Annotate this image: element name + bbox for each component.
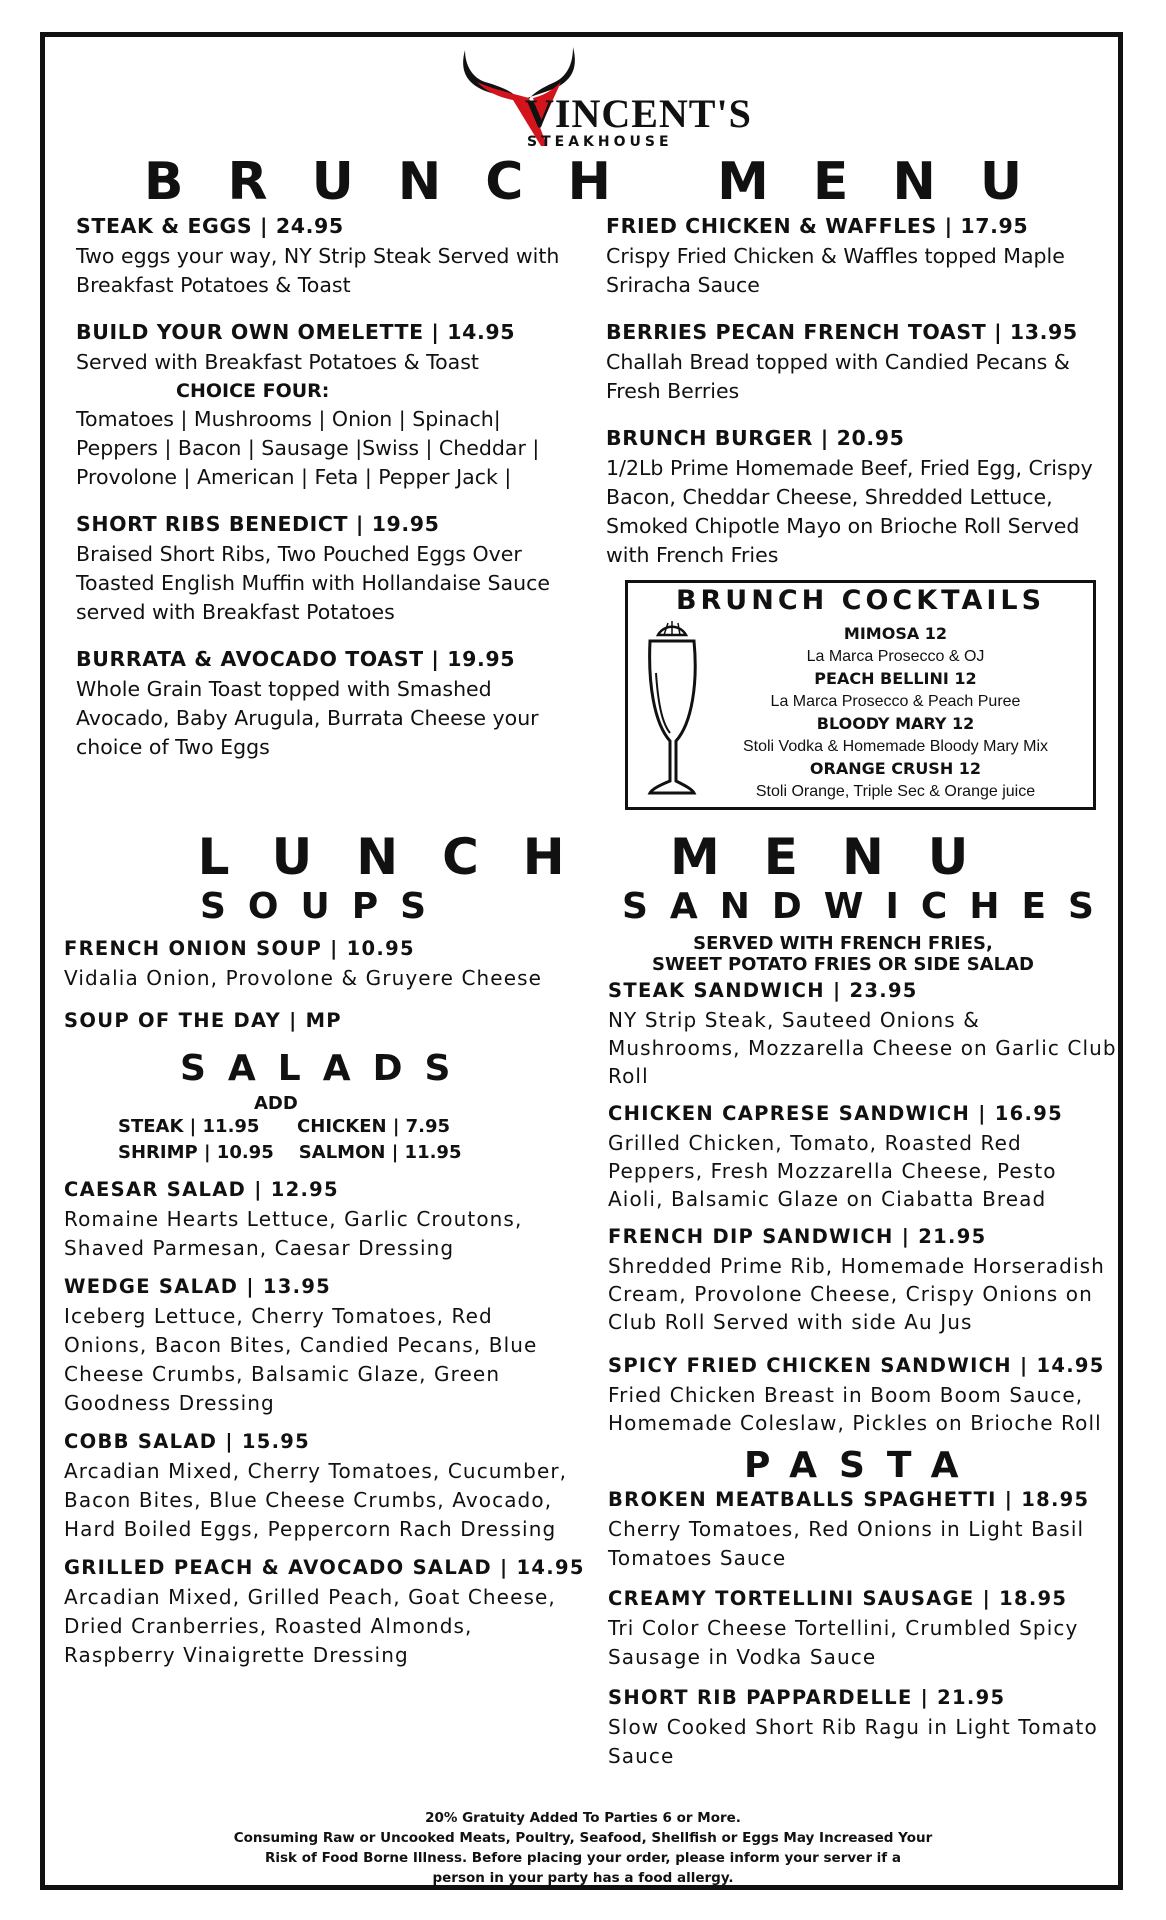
cocktail-name: ORANGE CRUSH 12	[809, 759, 982, 778]
menu-item	[76, 512, 566, 627]
menu-item	[64, 1556, 585, 1670]
allergy-warning: Consuming Raw or Uncooked Meats, Poultry, Seafood, Shellfish or Eggs May Increased Your	[233, 1830, 933, 1846]
choice-list: Tomatoes | Mushrooms | Onion | Spinach| Peppers | Bacon | Sausage |Swiss | Cheddar | Provolone | American | Feta | Pepper Jack |	[76, 407, 540, 489]
cocktail-name: PEACH BELLINI 12	[814, 669, 977, 688]
menu-item	[64, 1430, 574, 1544]
menu-item	[608, 1488, 1118, 1573]
brunch-menu-title: BRUNCH MENU	[143, 152, 1067, 212]
sandwiches-heading: SANDWICHES	[622, 886, 1116, 927]
menu-item	[64, 1009, 574, 1032]
item-name: GRILLED PEACH & AVOCADO SALAD | 14.95	[64, 1556, 585, 1579]
cocktail-list	[698, 623, 1093, 803]
menu-item	[608, 1587, 1118, 1672]
item-description: Whole Grain Toast topped with Smashed Avocado, Baby Arugula, Burrata Cheese your choice of Two Eggs	[76, 677, 539, 759]
item-name: BURRATA & AVOCADO TOAST | 19.95	[76, 647, 516, 671]
menu-item	[64, 937, 574, 993]
allergy-warning: Risk of Food Borne Illness. Before placing your order, please inform your server if a	[265, 1850, 901, 1866]
cocktail-name: MIMOSA 12	[843, 624, 948, 643]
lunch-right-column	[608, 886, 1118, 1791]
sandwich-note: SERVED WITH FRENCH FRIES,	[693, 933, 993, 954]
lunch-left-column	[64, 886, 585, 1690]
menu-item	[606, 214, 1106, 300]
item-name: BROKEN MEATBALLS SPAGHETTI | 18.95	[608, 1488, 1090, 1511]
item-description: Iceberg Lettuce, Cherry Tomatoes, Red Onions, Bacon Bites, Candied Pecans, Blue Cheese Crumbs, Balsamic Glaze, Green Goodness Dressing	[64, 1304, 538, 1415]
item-name: SHORT RIB PAPPARDELLE | 21.95	[608, 1686, 1006, 1709]
soups-heading: SOUPS	[200, 886, 449, 927]
vincents-logo	[455, 42, 752, 152]
item-name: SOUP OF THE DAY | MP	[64, 1009, 342, 1032]
menu-item	[608, 1354, 1118, 1437]
item-description: Shredded Prime Rib, Homemade Horseradish Cream, Provolone Cheese, Crispy Onions on Club Roll Served with side Au Jus	[608, 1254, 1105, 1334]
menu-item	[64, 1178, 574, 1263]
menu-item	[608, 979, 1118, 1090]
item-name: BERRIES PECAN FRENCH TOAST | 13.95	[606, 320, 1078, 344]
item-name: FRENCH DIP SANDWICH | 21.95	[608, 1225, 987, 1248]
item-description: Arcadian Mixed, Cherry Tomatoes, Cucumber, Bacon Bites, Blue Cheese Crumbs, Avocado, Hard Boiled Eggs, Peppercorn Rach Dressing	[64, 1459, 568, 1541]
item-description: Arcadian Mixed, Grilled Peach, Goat Cheese, Dried Cranberries, Roasted Almonds, Raspberry Vinaigrette Dressing	[64, 1585, 556, 1667]
menu-item	[76, 647, 566, 762]
salads-heading: SALADS	[180, 1048, 473, 1089]
item-description: Cherry Tomatoes, Red Onions in Light Basil Tomatoes Sauce	[608, 1517, 1085, 1570]
brunch-left-column	[76, 214, 566, 782]
item-description: Fried Chicken Breast in Boom Boom Sauce, Homemade Coleslaw, Pickles on Brioche Roll	[608, 1383, 1102, 1435]
item-description: Braised Short Ribs, Two Pouched Eggs Over Toasted English Muffin with Hollandaise Sauce served with Breakfast Potatoes	[76, 542, 550, 624]
sandwich-note: SWEET POTATO FRIES OR SIDE SALAD	[652, 954, 1034, 975]
item-name: SHORT RIBS BENEDICT | 19.95	[76, 512, 440, 536]
item-description: 1/2Lb Prime Homemade Beef, Fried Egg, Crispy Bacon, Cheddar Cheese, Shredded Lettuce, Smoked Chipotle Mayo on Brioche Roll Served with French Fries	[606, 456, 1093, 567]
cocktail-description: Stoli Orange, Triple Sec & Orange juice	[755, 783, 1036, 800]
item-name: FRIED CHICKEN & WAFFLES | 17.95	[606, 214, 1029, 238]
menu-item	[76, 320, 566, 492]
item-name: STEAK & EGGS | 24.95	[76, 214, 344, 238]
cocktail-description: Stoli Vodka & Homemade Bloody Mary Mix	[742, 738, 1048, 755]
gratuity-note: 20% Gratuity Added To Parties 6 or More.	[425, 1810, 741, 1826]
item-description: Grilled Chicken, Tomato, Roasted Red Peppers, Fresh Mozzarella Cheese, Pesto Aioli, Balsamic Glaze on Ciabatta Bread	[608, 1131, 1057, 1211]
item-name: FRENCH ONION SOUP | 10.95	[64, 937, 415, 960]
menu-item	[64, 1275, 574, 1418]
salad-add-row: SHRIMP | 10.95 SALMON | 11.95	[118, 1142, 462, 1163]
item-description: Vidalia Onion, Provolone & Gruyere Cheese	[64, 966, 543, 990]
item-name: WEDGE SALAD | 13.95	[64, 1275, 332, 1298]
logo-name: VINCENT'S	[525, 91, 752, 136]
item-description: Crispy Fried Chicken & Waffles topped Maple Sriracha Sauce	[606, 244, 1065, 297]
item-description: Slow Cooked Short Rib Ragu in Light Tomato Sauce	[608, 1715, 1098, 1768]
item-name: BUILD YOUR OWN OMELETTE | 14.95	[76, 320, 516, 344]
item-name: STEAK SANDWICH | 23.95	[608, 979, 918, 1002]
allergy-warning: person in your party has a food allergy.	[432, 1870, 734, 1886]
menu-item	[608, 1225, 1118, 1336]
item-description: Romaine Hearts Lettuce, Garlic Croutons, Shaved Parmesan, Caesar Dressing	[64, 1207, 523, 1260]
item-name: CREAMY TORTELLINI SAUSAGE | 18.95	[608, 1587, 1068, 1610]
logo-subtitle: STEAKHOUSE	[527, 134, 673, 150]
brunch-right-column	[606, 214, 1106, 590]
item-description: NY Strip Steak, Sauteed Onions & Mushrooms, Mozzarella Cheese on Garlic Club Roll	[608, 1008, 1117, 1088]
item-description: Challah Bread topped with Candied Pecans & Fresh Berries	[606, 350, 1070, 403]
brunch-cocktails-box	[625, 580, 1096, 810]
menu-item	[608, 1102, 1118, 1213]
menu-item	[606, 426, 1106, 570]
menu-item	[76, 214, 566, 300]
cocktail-description: La Marca Prosecco & Peach Puree	[770, 693, 1021, 710]
salad-add-label: ADD	[254, 1093, 298, 1114]
cocktails-title: BRUNCH COCKTAILS	[675, 585, 1046, 616]
menu-item	[608, 1686, 1118, 1771]
pasta-heading: PASTA	[744, 1445, 981, 1486]
item-name: BRUNCH BURGER | 20.95	[606, 426, 905, 450]
lunch-menu-title: LUNCH MENU	[197, 828, 1013, 886]
item-name: CAESAR SALAD | 12.95	[64, 1178, 339, 1201]
footer-disclaimer	[0, 1808, 1166, 1888]
salad-add-row: STEAK | 11.95 CHICKEN | 7.95	[118, 1116, 451, 1137]
menu-item	[606, 320, 1106, 406]
item-description: Served with Breakfast Potatoes & Toast	[76, 350, 479, 374]
item-description: Two eggs your way, NY Strip Steak Served with Breakfast Potatoes & Toast	[76, 244, 560, 297]
item-name: CHICKEN CAPRESE SANDWICH | 16.95	[608, 1102, 1063, 1125]
item-description: Tri Color Cheese Tortellini, Crumbled Spicy Sausage in Vodka Sauce	[608, 1616, 1079, 1669]
cocktail-name: BLOODY MARY 12	[816, 714, 975, 733]
choice-label: CHOICE FOUR:	[176, 380, 330, 402]
item-name: SPICY FRIED CHICKEN SANDWICH | 14.95	[608, 1354, 1105, 1377]
item-name: COBB SALAD | 15.95	[64, 1430, 311, 1453]
cocktail-description: La Marca Prosecco & OJ	[806, 648, 985, 665]
